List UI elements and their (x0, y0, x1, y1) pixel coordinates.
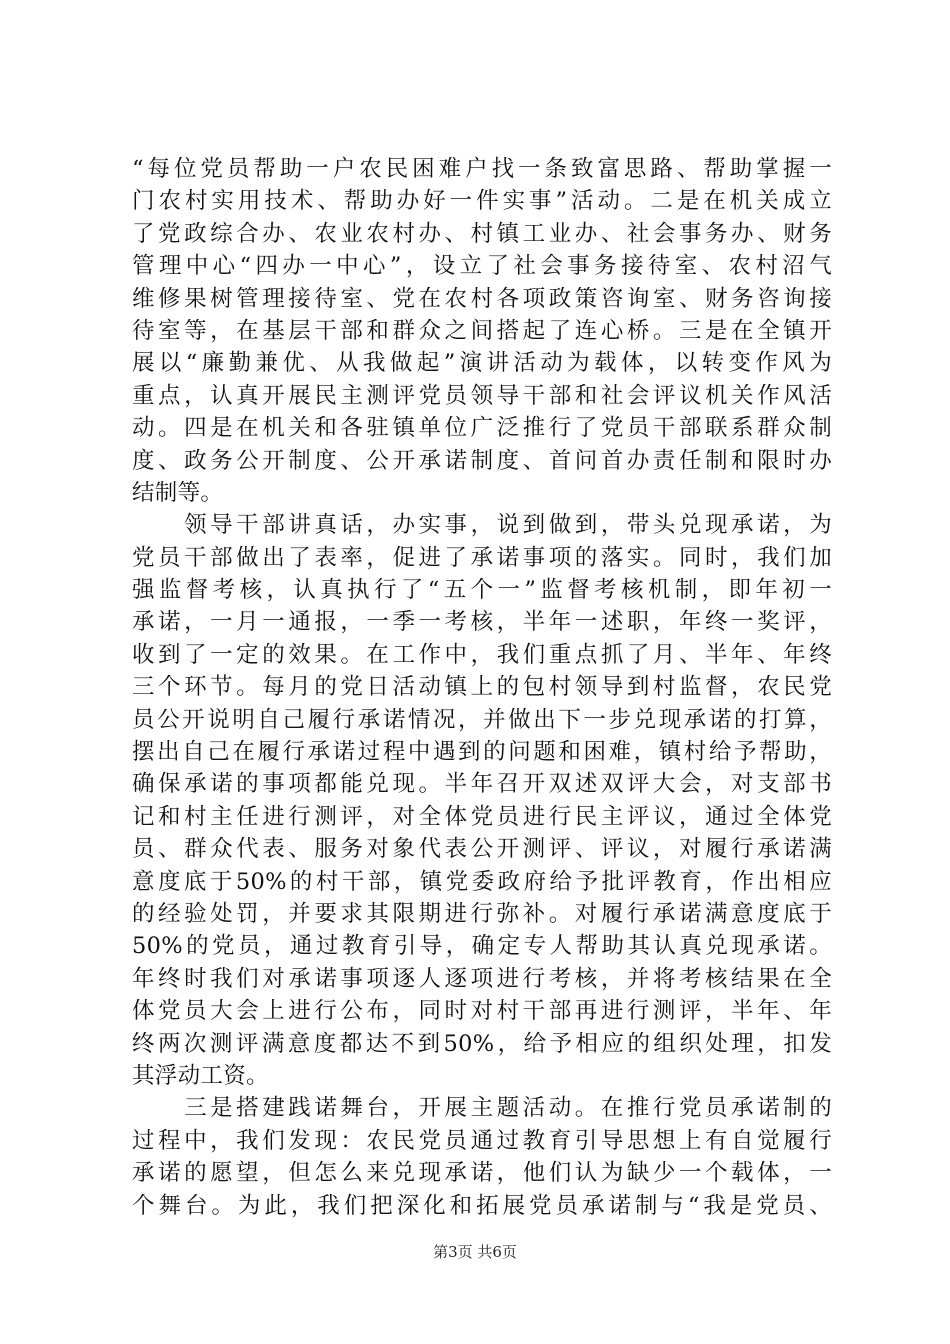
text-line: 承诺的愿望，但怎么来兑现承诺，他们认为缺少一个载体，一 (132, 1160, 832, 1187)
text-line: 体党员大会上进行公布，同时对村干部再进行测评，半年、年 (132, 998, 832, 1025)
text-line: 确保承诺的事项都能兑现。半年召开双述双评大会，对支部书 (132, 771, 832, 798)
text-line: 待室等，在基层干部和群众之间搭起了连心桥。三是在全镇开 (132, 317, 832, 344)
text-line: 三个环节。每月的党日活动镇上的包村领导到村监督，农民党 (132, 674, 832, 701)
paragraph-3 (132, 1092, 832, 1222)
text-line: 党员干部做出了表率，促进了承诺事项的落实。同时，我们加 (132, 544, 832, 571)
text-line: 管理中心“四办一中心”，设立了社会事务接待室、农村沼气 (132, 253, 832, 280)
page-number-label: 第3页 共6页 (433, 1243, 517, 1261)
text-line: 员、群众代表、服务对象代表公开测评、评议，对履行承诺满 (132, 836, 832, 863)
text-line: “每位党员帮助一户农民困难户找一条致富思路、帮助掌握一 (132, 156, 832, 182)
text-line: 度、政务公开制度、公开承诺制度、首问首办责任制和限时办 (132, 447, 832, 474)
text-line: 了党政综合办、农业农村办、村镇工业办、社会事务办、财务 (132, 220, 832, 247)
text-line: 动。四是在机关和各驻镇单位广泛推行了党员干部联系群众制 (132, 415, 832, 442)
text-line: 结制等。 (132, 479, 224, 506)
text-line: 的经验处罚，并要求其限期进行弥补。对履行承诺满意度底于 (132, 900, 832, 927)
text-line: 意度底于50%的村干部，镇党委政府给予批评教育，作出相应 (132, 868, 832, 895)
text-line: 收到了一定的效果。在工作中，我们重点抓了月、半年、年终 (132, 641, 832, 668)
text-line: 强监督考核，认真执行了“五个一”监督考核机制，即年初一 (132, 577, 832, 604)
body-text (132, 153, 832, 1222)
text-line: 承诺，一月一通报，一季一考核，半年一述职，年终一奖评， (132, 609, 832, 636)
text-line: 重点，认真开展民主测评党员领导干部和社会评议机关作风活 (132, 382, 832, 409)
text-line: 50%的党员，通过教育引导，确定专人帮助其认真兑现承诺。 (132, 933, 832, 960)
text-line: 员公开说明自己履行承诺情况，并做出下一步兑现承诺的打算， (132, 706, 832, 733)
paragraph-1 (132, 153, 832, 509)
text-line: 摆出自己在履行承诺过程中遇到的问题和困难，镇村给予帮助， (132, 739, 832, 766)
text-line: 维修果树管理接待室、党在农村各项政策咨询室、财务咨询接 (132, 285, 832, 312)
text-line: 终两次测评满意度都达不到50%，给予相应的组织处理，扣发 (132, 1030, 832, 1057)
text-line: 年终时我们对承诺事项逐人逐项进行考核，并将考核结果在全 (132, 965, 832, 992)
text-line: 门农村实用技术、帮助办好一件实事”活动。二是在机关成立 (132, 188, 832, 215)
text-line: 其浮动工资。 (132, 1062, 269, 1089)
text-line: 展以“廉勤兼优、从我做起”演讲活动为载体，以转变作风为 (132, 350, 832, 377)
text-line: 过程中，我们发现：农民党员通过教育引导思想上有自觉履行 (132, 1127, 832, 1154)
page-footer (0, 1242, 950, 1262)
text-line: 领导干部讲真话，办实事，说到做到，带头兑现承诺，为 (132, 512, 832, 539)
paragraph-2 (132, 509, 832, 1092)
text-line: 三是搭建践诺舞台，开展主题活动。在推行党员承诺制的 (132, 1095, 832, 1122)
text-line: 记和村主任进行测评，对全体党员进行民主评议，通过全体党 (132, 803, 832, 830)
text-line: 个舞台。为此，我们把深化和拓展党员承诺制与“我是党员、 (132, 1192, 832, 1219)
